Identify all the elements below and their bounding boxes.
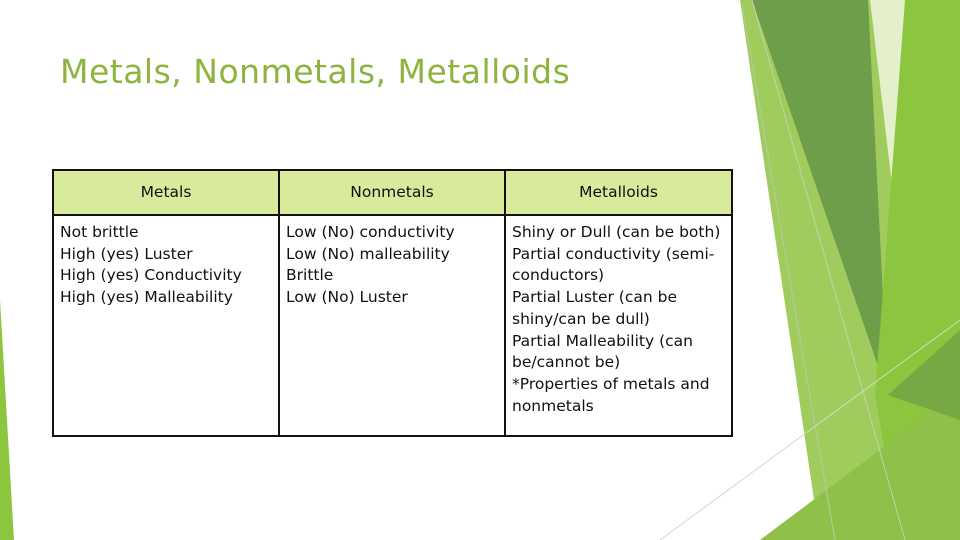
list-item: Low (No) malleability: [286, 244, 450, 263]
slide-title: Metals, Nonmetals, Metalloids: [60, 52, 571, 91]
list-item: Partial Malleability (can be/cannot be): [512, 331, 693, 372]
list-item: Not brittle: [60, 223, 139, 241]
list-item: High (yes) Luster: [60, 244, 193, 263]
metalloids-cell: [505, 215, 732, 436]
metals-cell: [53, 215, 279, 436]
list-item: High (yes) Malleability: [60, 288, 233, 307]
list-item: *Properties of metals and nonmetals: [512, 374, 710, 415]
header-nonmetals: Nonmetals: [279, 170, 505, 215]
table-header-row: [53, 170, 732, 215]
list-item: Partial Luster (can be shiny/can be dull): [512, 288, 678, 328]
comparison-table: [52, 169, 733, 437]
list-item: Low (No) Luster: [286, 288, 408, 307]
table-row: [53, 215, 732, 436]
left-green-sliver: [0, 300, 14, 540]
list-item: Low (No) conductivity: [286, 223, 455, 241]
nonmetals-cell: [279, 215, 505, 436]
list-item: High (yes) Conductivity: [60, 266, 242, 285]
header-metalloids: Metalloids: [505, 170, 732, 215]
list-item: Shiny or Dull (can be both): [512, 223, 721, 241]
header-metals: Metals: [53, 170, 279, 215]
list-item: Partial conductivity (semi-conductors): [512, 244, 715, 285]
list-item: Brittle: [286, 266, 334, 285]
